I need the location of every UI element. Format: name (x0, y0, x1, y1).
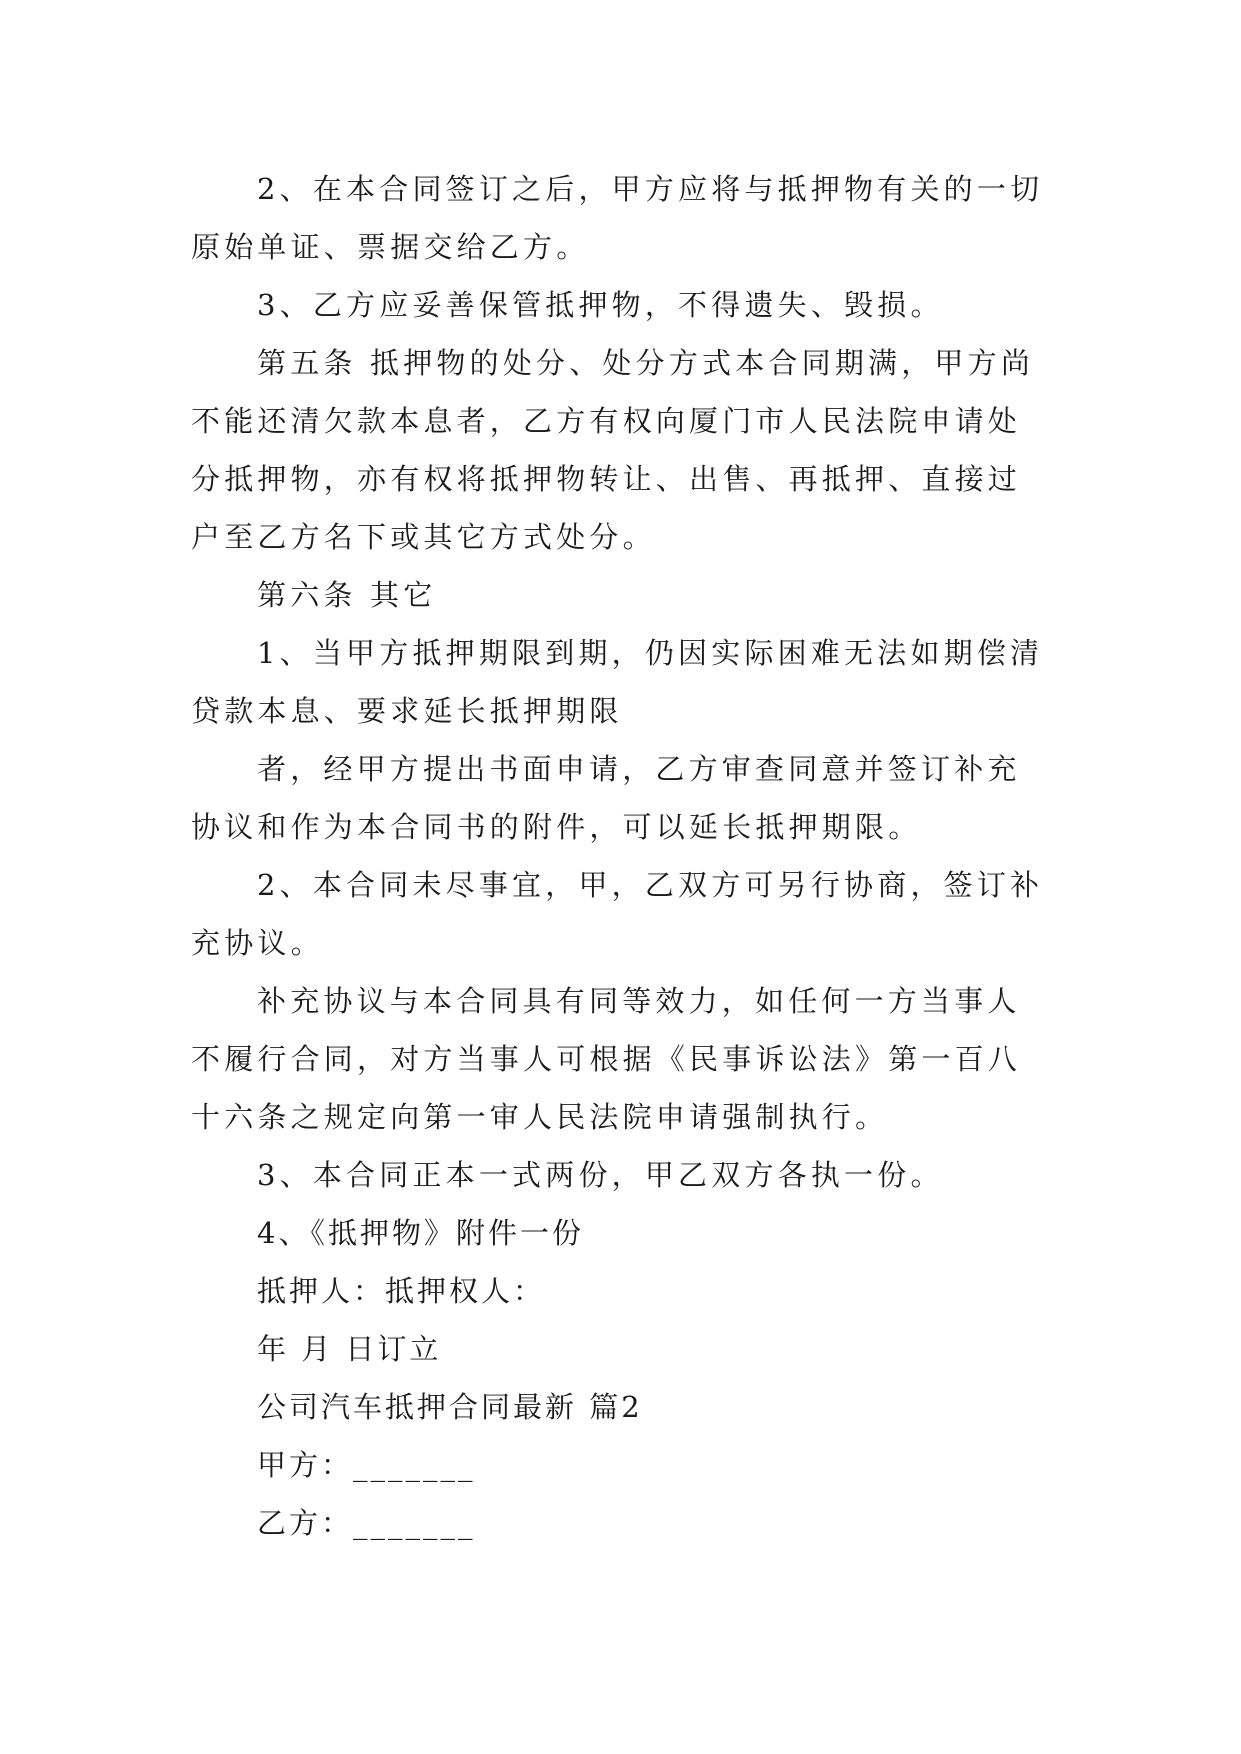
document-body (191, 160, 1051, 1552)
paragraph-clause-6-1-continued: 者，经甲方提出书面申请，乙方审查同意并签订补充协议和作为本合同书的附件，可以延长抵押期限。 (191, 752, 1021, 844)
paragraph-clause-4-3: 3、乙方应妥善保管抵押物，不得遗失、毁损。 (257, 288, 944, 322)
signature-parties-line: 抵押人：抵押权人： (257, 1274, 546, 1308)
signature-date-line: 年 月 日订立 (257, 1332, 442, 1366)
paragraph-clause-6-3: 3、本合同正本一式两份，甲乙双方各执一份。 (257, 1158, 944, 1192)
paragraph-clause-6-1: 1、当甲方抵押期限到期，仍因实际困难无法如期偿清贷款本息、要求延长抵押期限 (191, 636, 1044, 728)
party-a-line: 甲方：_______ (257, 1448, 476, 1482)
section-title-part-2: 公司汽车抵押合同最新 篇2 (257, 1390, 643, 1424)
paragraph-article-5: 第五条 抵押物的处分、处分方式本合同期满，甲方尚不能还清欠款本息者，乙方有权向厦门市人民法院申请处分抵押物，亦有权将抵押物转让、出售、再抵押、直接过户至乙方名下或其它方式处分。 (191, 346, 1035, 554)
paragraph-clause-6-4: 4、《抵押物》附件一份 (257, 1216, 584, 1250)
paragraph-clause-4-2: 2、在本合同签订之后，甲方应将与抵押物有关的一切原始单证、票据交给乙方。 (191, 172, 1044, 264)
heading-article-6: 第六条 其它 (257, 578, 437, 612)
party-b-line: 乙方：_______ (257, 1506, 476, 1540)
paragraph-clause-6-2: 2、本合同未尽事宜，甲，乙双方可另行协商，签订补充协议。 (191, 868, 1044, 960)
paragraph-supplement-effect: 补充协议与本合同具有同等效力，如任何一方当事人不履行合同，对方当事人可根据《民事诉讼法》第一百八十六条之规定向第一审人民法院申请强制执行。 (191, 984, 1022, 1134)
